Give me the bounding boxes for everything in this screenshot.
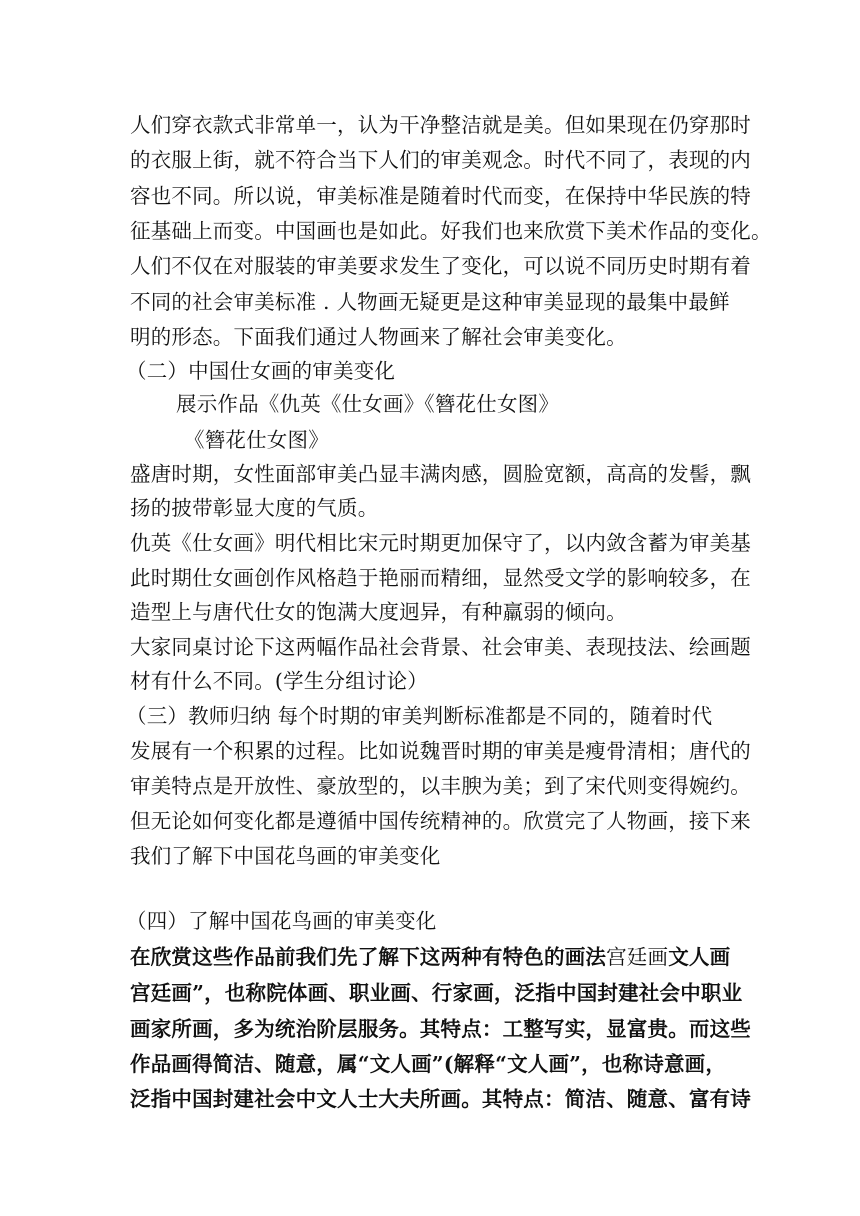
paragraph-line: 此时期仕女画创作风格趋于艳丽而精细，显然受文学的影响较多，在 xyxy=(130,566,751,590)
paragraph-line: 展示作品《仇英《仕女画》《簪花仕女图》 xyxy=(176,392,560,416)
paragraph-line: 大家同桌讨论下这两幅作品社会背景、社会审美、表现技法、绘画题 xyxy=(130,635,751,659)
bold-text: 文人画 xyxy=(668,945,731,969)
paragraph-line: 盛唐时期，女性面部审美凸显丰满肉感，圆脸宽额，高高的发髻，飘 xyxy=(130,462,751,486)
paragraph-line: 人们穿衣款式非常单一，认为干净整洁就是美。但如果现在仍穿那时 xyxy=(130,113,751,137)
paragraph-line: 审美特点是开放性、豪放型的，以丰腴为美；到了宋代则变得婉约。 xyxy=(130,774,751,798)
bold-paragraph-line xyxy=(130,944,730,970)
paragraph-line: 造型上与唐代仕女的饱满大度迥异，有种羸弱的倾向。 xyxy=(130,600,627,624)
paragraph-line: 的衣服上街，就不符合当下人们的审美观念。时代不同了，表现的内 xyxy=(130,148,751,172)
section-heading: （三）教师归纳 每个时期的审美判断标准都是不同的，随着时代 xyxy=(126,704,713,728)
bold-paragraph-line: 泛指中国封建社会中文人士大夫所画。其特点：简洁、随意、富有诗 xyxy=(130,1087,751,1111)
paragraph-line: 容也不同。所以说，审美标准是随着时代而变，在保持中华民族的特 xyxy=(130,184,751,208)
bold-paragraph-line: 宫廷画”，也称院体画、职业画、行家画，泛指中国封建社会中职业 xyxy=(130,981,743,1005)
paragraph-line: 征基础上而变。中国画也是如此。好我们也来欣赏下美术作品的变化。 xyxy=(130,219,772,243)
paragraph-line: 人们不仅在对服装的审美要求发生了变化，可以说不同历史时期有着 xyxy=(130,254,751,278)
paragraph-line: 发展有一个积累的过程。比如说魏晋时期的审美是瘦骨清相；唐代的 xyxy=(130,739,751,763)
inline-term-court-painting: 宫廷画 xyxy=(606,945,669,969)
bold-paragraph-line: 作品画得简洁、随意，属“文人画”(解释“文人画”，也称诗意画， xyxy=(130,1052,727,1076)
paragraph-line: 扬的披带彰显大度的气质。 xyxy=(130,496,379,520)
paragraph-line: 但无论如何变化都是遵循中国传统精神的。欣赏完了人物画，接下来 xyxy=(130,809,751,833)
section-heading: （四）了解中国花鸟画的审美变化 xyxy=(126,909,437,933)
paragraph-line: 《簪花仕女图》 xyxy=(184,428,329,452)
bold-text: 在欣赏这些作品前我们先了解下这两种有特色的画法 xyxy=(130,945,607,969)
paragraph-line: 材有什么不同。(学生分组讨论） xyxy=(130,669,428,693)
paragraph-line: 不同的社会审美标准 . 人物画无疑更是这种审美显现的最集中最鲜 xyxy=(130,290,730,314)
section-heading: （二）中国仕女画的审美变化 xyxy=(126,359,396,383)
bold-paragraph-line: 画家所画，多为统治阶层服务。其特点：工整写实，显富贵。而这些 xyxy=(130,1017,751,1041)
paragraph-line: 明的形态。下面我们通过人物画来了解社会审美变化。 xyxy=(130,325,627,349)
paragraph-line: 仇英《仕女画》明代相比宋元时期更加保守了，以内敛含蓄为审美基 xyxy=(130,531,751,555)
paragraph-line: 我们了解下中国花鸟画的审美变化 xyxy=(130,844,441,868)
